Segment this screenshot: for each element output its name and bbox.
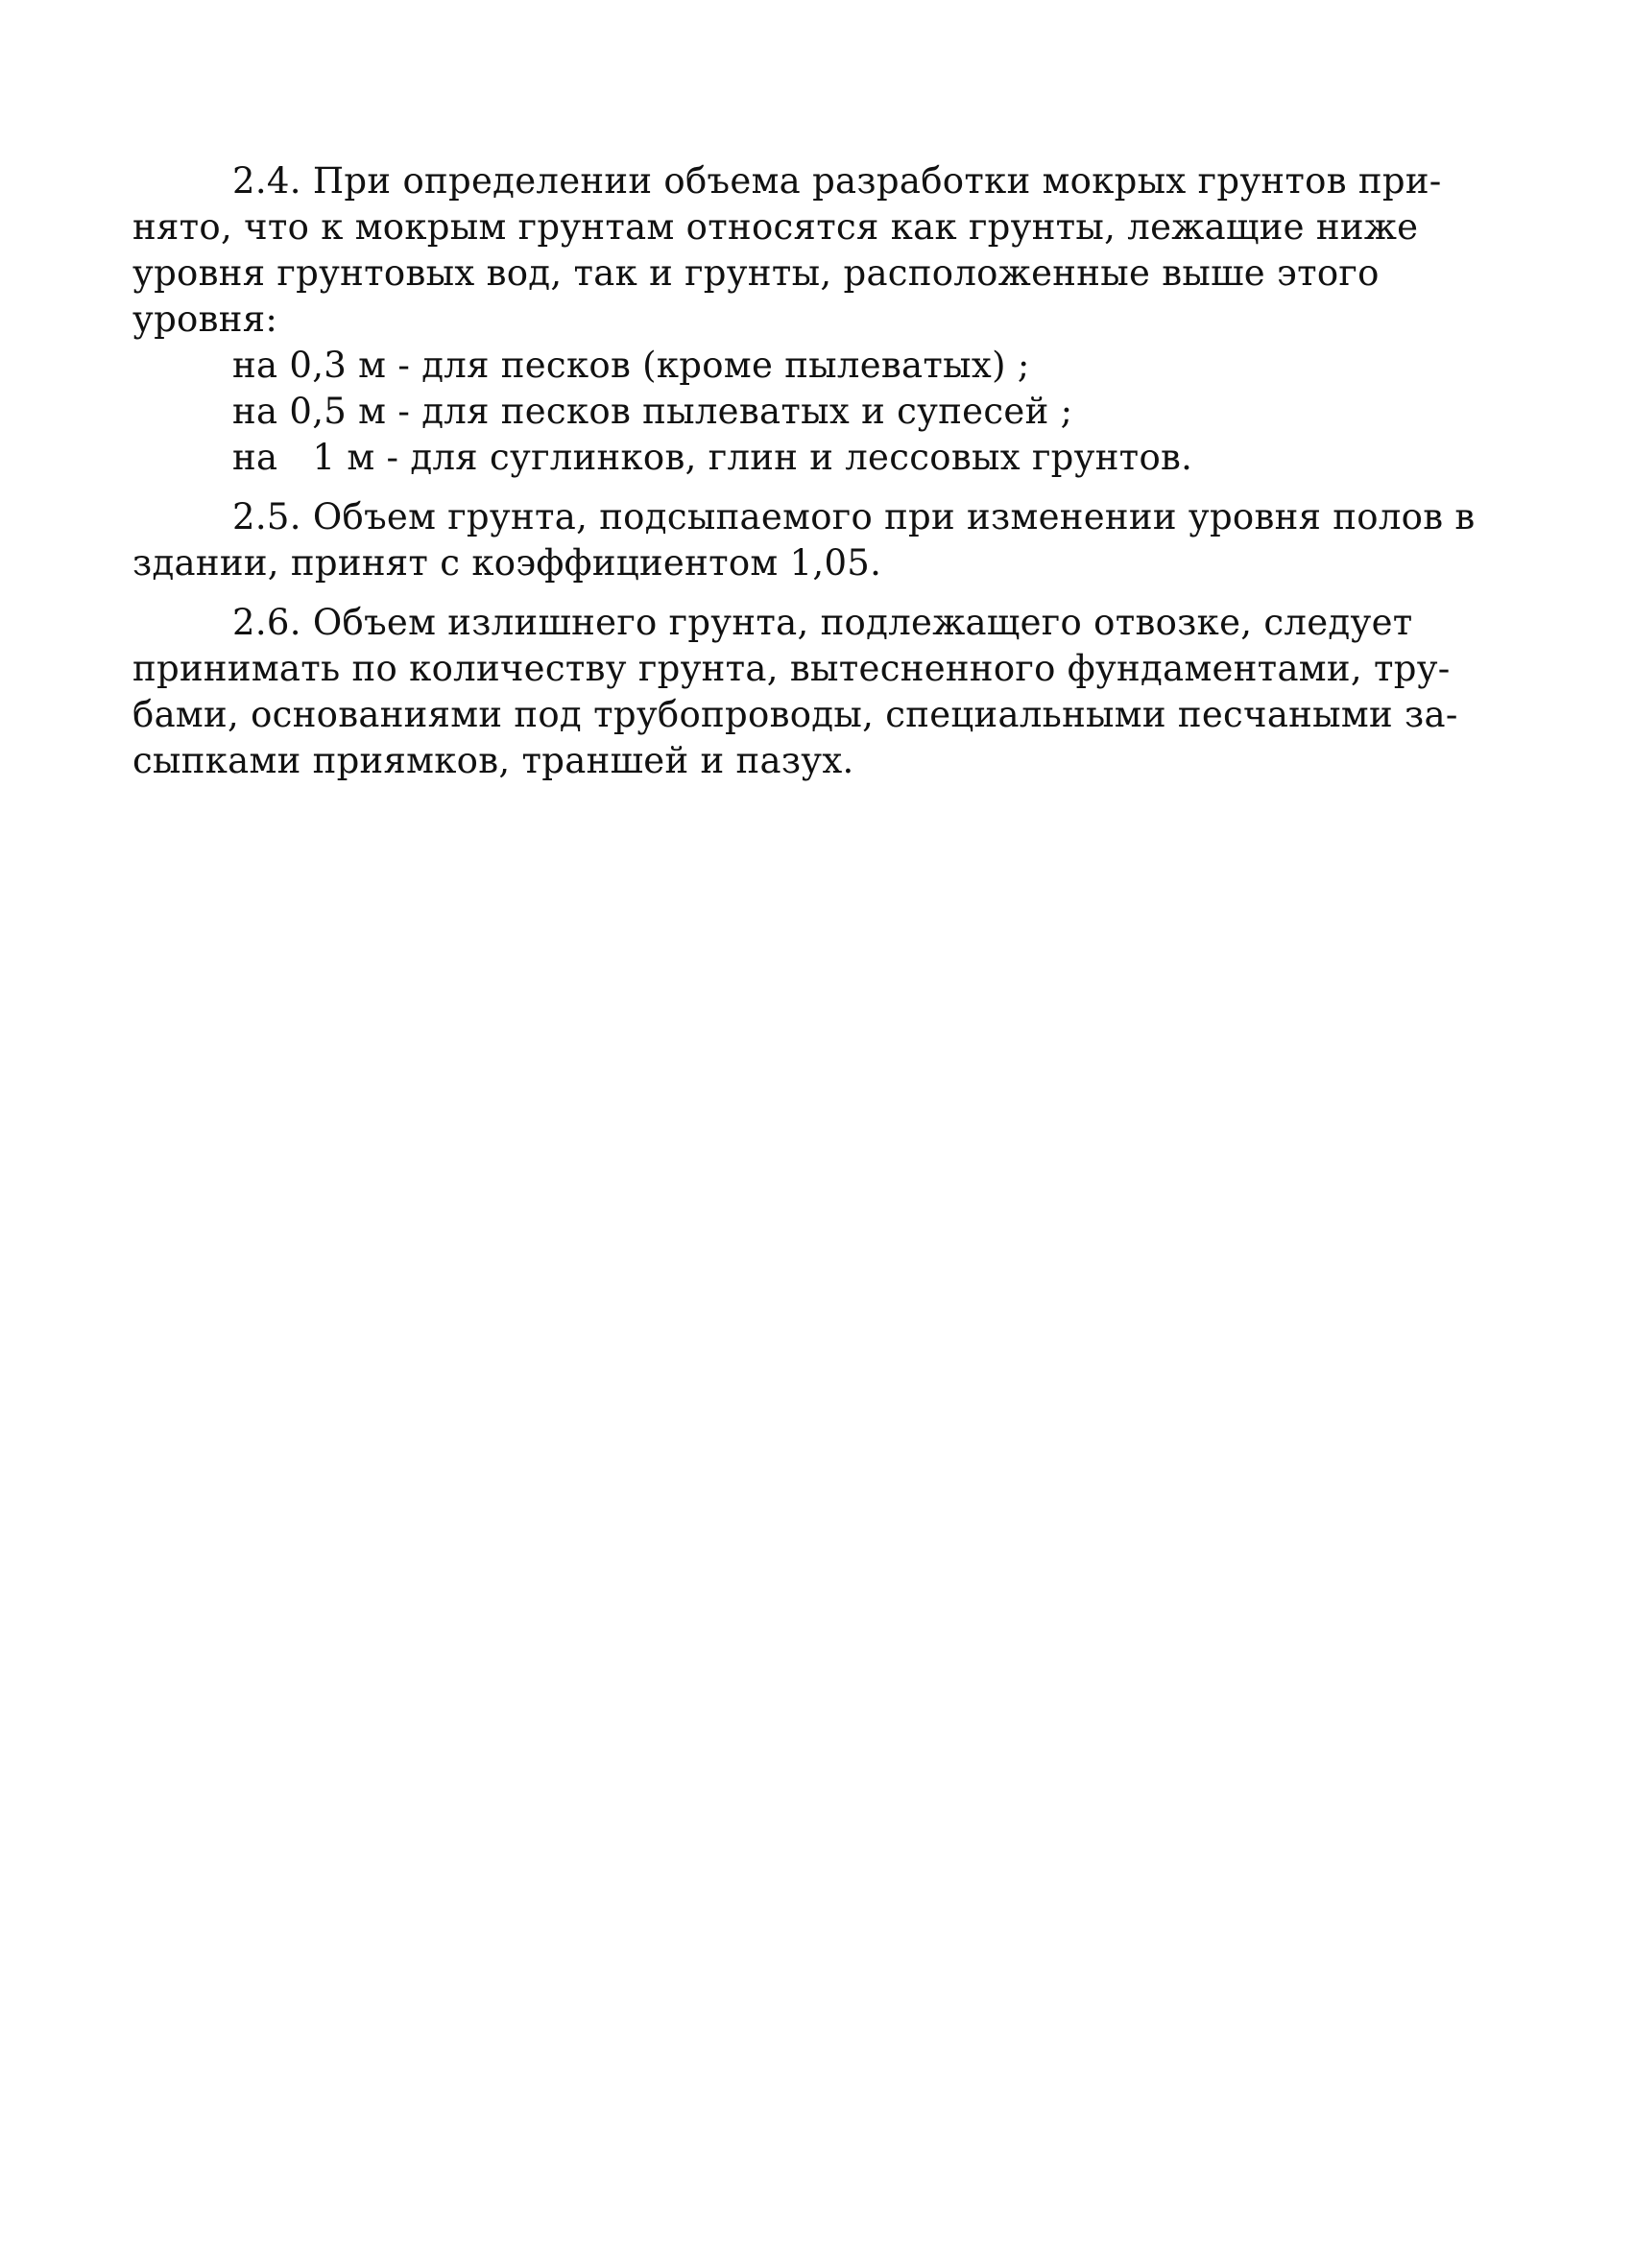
list-item: на 1 м - для суглинков, глин и лессовых грунтов. [232, 437, 1193, 478]
paragraph-2-5 [132, 494, 1493, 586]
paragraph-2-6 [132, 600, 1493, 784]
paragraph-line: 2.4. При определении объема разработки мокрых грунтов при- [232, 160, 1442, 202]
list-item: на 0,5 м - для песков пылеватых и супесей ; [232, 391, 1073, 432]
paragraph-2-4 [132, 158, 1493, 481]
paragraph-line: уровня: [132, 298, 278, 340]
document-body [132, 158, 1493, 784]
paragraph-line: 2.6. Объем излишнего грунта, подлежащего отвозке, следует [232, 602, 1413, 643]
paragraph-line: уровня грунтовых вод, так и грунты, расположенные выше этого [132, 252, 1380, 294]
list-item: на 0,3 м - для песков (кроме пылеватых) ; [232, 345, 1030, 386]
paragraph-line: 2.5. Объем грунта, подсыпаемого при изменении уровня полов в [232, 496, 1476, 537]
paragraph-line: принимать по количеству грунта, вытесненного фундаментами, тру- [132, 648, 1451, 689]
soil-depth-list [132, 343, 1493, 481]
paragraph-line: здании, принят с коэффициентом 1,05. [132, 542, 882, 584]
paragraph-line: нято, что к мокрым грунтам относятся как грунты, лежащие ниже [132, 206, 1419, 248]
paragraph-line: бами, основаниями под трубопроводы, специальными песчаными за- [132, 694, 1458, 735]
paragraph-line: сыпками приямков, траншей и пазух. [132, 740, 854, 781]
